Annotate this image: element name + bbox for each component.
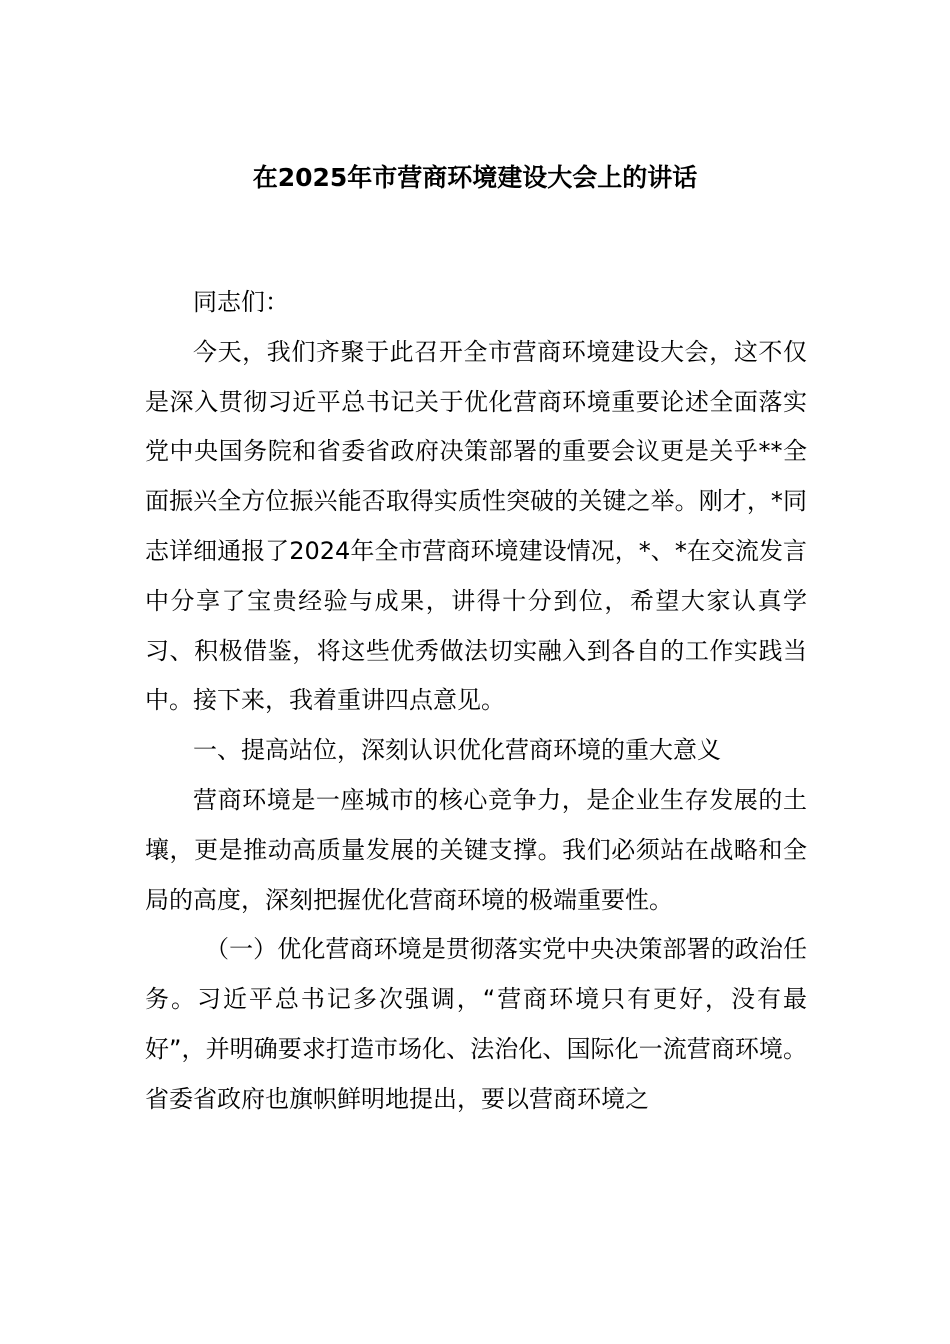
document-body xyxy=(145,278,807,1125)
document-title: 在2025年市营商环境建设大会上的讲话 xyxy=(252,163,698,192)
subsection-paragraph: （一）优化营商环境是贯彻落实党中央决策部署的政治任务。习近平总书记多次强调，“营商环境只有更好，没有最好”，并明确要求打造市场化、法治化、国际化一流营商环境。省委省政府也旗帜鲜明地提出，要以营商环境之 xyxy=(145,935,807,1113)
section-heading: 一、提高站位，深刻认识优化营商环境的重大意义 xyxy=(193,736,721,765)
salutation: 同志们： xyxy=(193,288,289,316)
paragraph-intro: 营商环境是一座城市的核心竞争力，是企业生存发展的土壤，更是推动高质量发展的关键支撑。我们必须站在战略和全局的高度，深刻把握优化营商环境的极端重要性。 xyxy=(145,785,807,914)
paragraph-opening: 今天，我们齐聚于此召开全市营商环境建设大会，这不仅是深入贯彻习近平总书记关于优化营商环境重要论述全面落实党中央国务院和省委省政府决策部署的重要会议更是关乎**全面振兴全方位振兴能否取得实质性突破的关键之举。刚才，*同志详细通报了2024年全市营商环境建设情况，*、*在交流发言中分享了宝贵经验与成果，讲得十分到位，希望大家认真学习、积极借鉴，将这些优秀做法切实融入到各自的工作实践当中。接下来，我着重讲四点意见。 xyxy=(145,337,807,715)
